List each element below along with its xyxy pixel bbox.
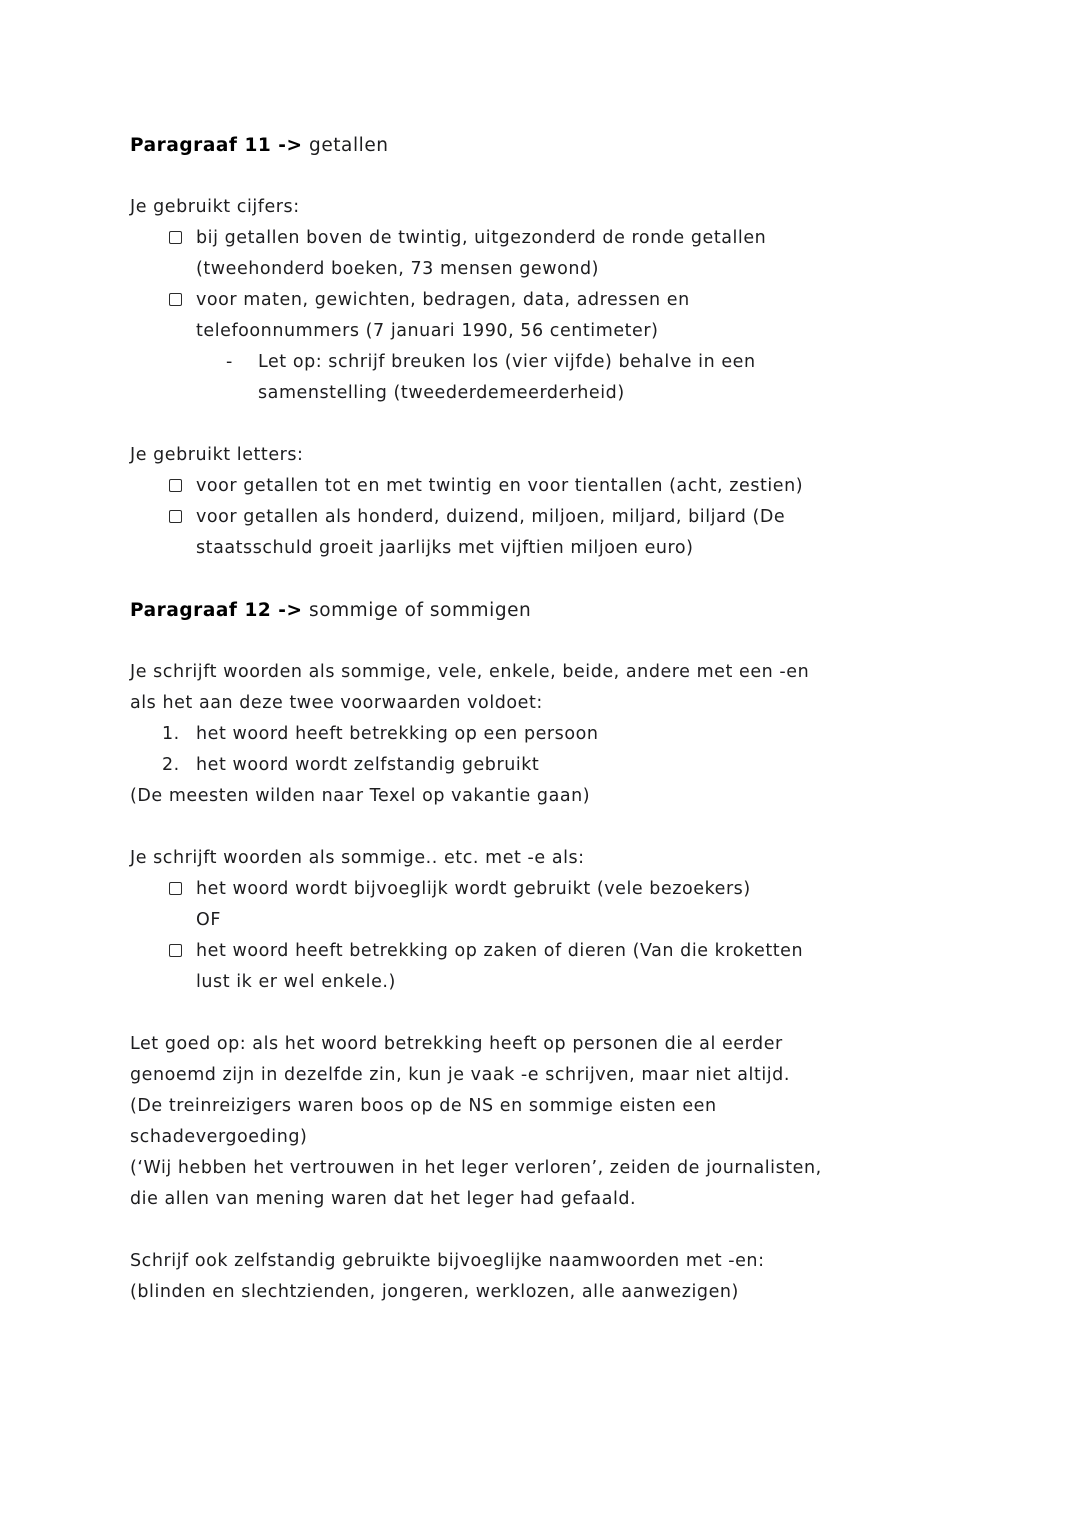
text-line: (blinden en slechtzienden, jongeren, werklozen, alle aanwezigen) <box>130 1282 739 1302</box>
checkbox-icon <box>169 944 182 957</box>
checklist-item <box>130 471 1025 502</box>
text-line: schadevergoeding) <box>130 1127 308 1147</box>
text-line: het woord wordt zelfstandig gebruikt <box>196 755 540 775</box>
text-line: voor maten, gewichten, bedragen, data, adressen en <box>196 290 690 310</box>
note-paragraph <box>130 1029 1025 1215</box>
checkbox-icon <box>169 510 182 523</box>
heading-rest-text: sommige of sommigen <box>302 600 532 621</box>
text-line: Let op: schrijf breuken los (vier vijfde) behalve in een <box>258 352 756 372</box>
text-line: (De treinreizigers waren boos op de NS en sommige eisten een <box>130 1096 717 1116</box>
cijfers-group <box>130 192 1025 409</box>
section-heading-paragraaf-11 <box>130 130 1025 161</box>
heading-rest-text: getallen <box>302 135 389 156</box>
text-line: (tweehonderd boeken, 73 mensen gewond) <box>196 259 600 279</box>
text-line: OF <box>196 910 221 930</box>
checkbox-icon <box>169 231 182 244</box>
paragraph-intro-letters: Je gebruikt letters: <box>130 445 304 465</box>
paragraph-intro-e-rule: Je schrijft woorden als sommige.. etc. met -e als: <box>130 848 585 868</box>
closing-paragraph <box>130 1246 1025 1308</box>
text-line: als het aan deze twee voorwaarden voldoet: <box>130 693 543 713</box>
text-line: Schrijf ook zelfstandig gebruikte bijvoeglijke naamwoorden met -en: <box>130 1251 765 1271</box>
checklist-item <box>130 874 1025 936</box>
checklist-item <box>130 936 1025 998</box>
checklist-item <box>130 502 1025 564</box>
text-line: bij getallen boven de twintig, uitgezonderd de ronde getallen <box>196 228 767 248</box>
text-line: die allen van mening waren dat het leger had gefaald. <box>130 1189 637 1209</box>
checklist-item <box>130 223 1025 285</box>
sub-list-item <box>130 347 1025 409</box>
text-line: voor getallen tot en met twintig en voor tientallen (acht, zestien) <box>196 476 804 496</box>
checkbox-icon <box>169 479 182 492</box>
text-line: samenstelling (tweederdemeerderheid) <box>258 383 625 403</box>
numbered-item <box>130 719 1025 750</box>
numbered-item <box>130 750 1025 781</box>
e-rule-group <box>130 843 1025 998</box>
number-marker: 2. <box>162 755 180 775</box>
heading-bold-text: Paragraaf 12 -> <box>130 600 303 621</box>
text-line: lust ik er wel enkele.) <box>196 972 396 992</box>
dash-marker: - <box>226 352 233 372</box>
text-line: het woord wordt bijvoeglijk wordt gebruikt (vele bezoekers) <box>196 879 751 899</box>
number-marker: 1. <box>162 724 180 744</box>
paragraph-intro-cijfers: Je gebruikt cijfers: <box>130 197 300 217</box>
checkbox-icon <box>169 293 182 306</box>
text-line: voor getallen als honderd, duizend, miljoen, miljard, biljard (De <box>196 507 786 527</box>
text-line: Je schrijft woorden als sommige, vele, enkele, beide, andere met een -en <box>130 662 810 682</box>
en-rule-group <box>130 657 1025 812</box>
text-line: telefoonnummers (7 januari 1990, 56 centimeter) <box>196 321 659 341</box>
text-line: het woord heeft betrekking op zaken of dieren (Van die kroketten <box>196 941 804 961</box>
text-line: Let goed op: als het woord betrekking heeft op personen die al eerder <box>130 1034 783 1054</box>
checklist-item <box>130 285 1025 347</box>
section-heading-paragraaf-12 <box>130 595 1025 626</box>
heading-bold-text: Paragraaf 11 -> <box>130 135 303 156</box>
text-line: staatsschuld groeit jaarlijks met vijftien miljoen euro) <box>196 538 694 558</box>
text-line: het woord heeft betrekking op een persoon <box>196 724 599 744</box>
letters-group <box>130 440 1025 564</box>
text-line: genoemd zijn in dezelfde zin, kun je vaak -e schrijven, maar niet altijd. <box>130 1065 790 1085</box>
text-line: (‘Wij hebben het vertrouwen in het leger verloren’, zeiden de journalisten, <box>130 1158 822 1178</box>
example-line: (De meesten wilden naar Texel op vakantie gaan) <box>130 786 591 806</box>
checkbox-icon <box>169 882 182 895</box>
